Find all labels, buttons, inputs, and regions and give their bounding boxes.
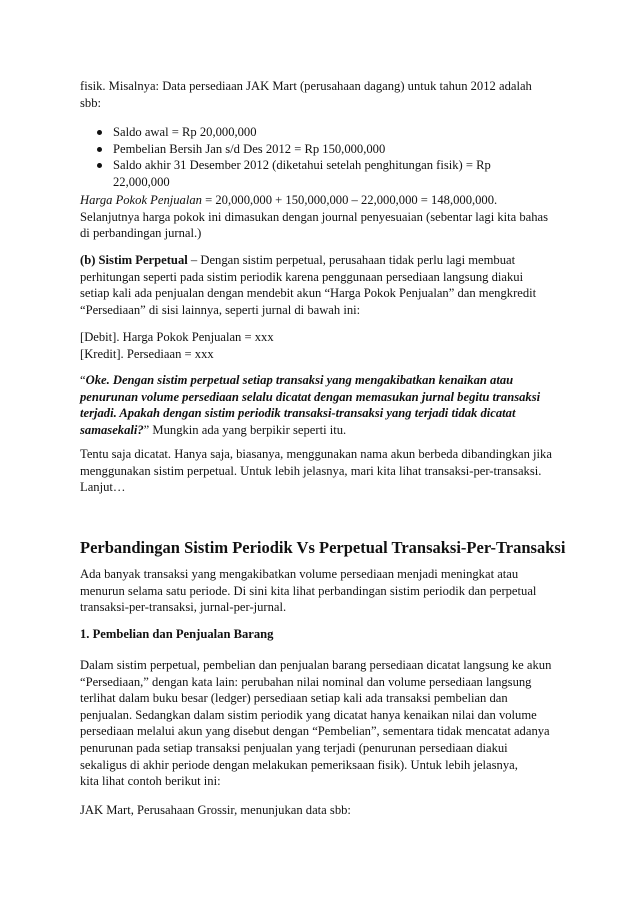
journal-credit: [Kredit]. Persediaan = xxx — [80, 346, 214, 361]
bullet-icon — [97, 147, 102, 152]
list-item: Saldo akhir 31 Desember 2012 (diketahui setelah penghitungan fisik) = Rp 22,000,000 — [80, 157, 560, 190]
perpetual-paragraph: (b) Sistim Perpetual – Dengan sistim perpetual, perusahaan tidak perlu lagi membuat perhitungan seperti pada sistim periodik karena penggunaan persediaan langsung diakui setiap kali ada penjualan dengan mendebit akun “Harga Pokok Penjualan” dan mengkredit “Persediaan” di sisi lainnya, seperti jurnal di bawah ini: — [80, 253, 537, 317]
section-heading: Perbandingan Sistim Periodik Vs Perpetual Transaksi-Per-Transaksi — [80, 538, 566, 557]
list-item: Pembelian Bersih Jan s/d Des 2012 = Rp 150,000,000 — [80, 141, 560, 158]
list-item: Saldo awal = Rp 20,000,000 — [80, 124, 560, 141]
dalam-paragraph: Dalam sistim perpetual, pembelian dan penjualan barang persediaan dicatat langsung ke akun “Persediaan,” dengan kata lain: perubahan nilai nominal dan volume persediaan langsung terlihat dalam buku besar (ledger) persediaan setiap kali ada transaksi pembelian dan penjualan. Sedangkan dalam sistim periodik yang dicatat hanya kenaikan nilai dan volume persediaan melalui akun yang disebut dengan “Pembelian”, sementara tidak mencatat adanya penurunan pada setiap transaksi penjualan yang terjadi (penurunan persediaan diakui sekaligus di akhir periode dengan melakukan pemeriksaan fisik). Untuk lebih jelasnya, kita lihat contoh berikut ini: — [80, 658, 552, 789]
intro-paragraph — [80, 78, 580, 111]
journal-entry — [80, 329, 580, 362]
ada-paragraph: Ada banyak transaksi yang mengakibatkan volume persediaan menjadi meningkat atau menurun selama satu periode. Di sini kita lihat perbandingan sistim periodik dan perpetual transaksi-per-transaksi, jurnal-per-jurnal. — [80, 567, 537, 615]
quote-paragraph: “Oke. Dengan sistim perpetual setiap transaksi yang mengakibatkan kenaikan atau penurunan volume persediaan selalu dicatat dengan memasukan jurnal begitu transaksi terjadi. Apakah dengan sistim periodik transaksi-transaksi yang terjadi tidak dicatat samasekali?” Mungkin ada yang berpikir seperti itu. — [80, 373, 541, 437]
jak-paragraph: JAK Mart, Perusahaan Grossir, menunjukan data sbb: — [80, 803, 351, 817]
intro-line-1: fisik. Misalnya: Data persediaan JAK Mart (perusahaan dagang) untuk tahun 2012 adalah — [80, 79, 532, 93]
perpetual-heading: (b) Sistim Perpetual — [80, 253, 188, 267]
hpp-formula: = 20,000,000 + 150,000,000 – 22,000,000 = 148,000,000. — [201, 193, 498, 207]
hpp-paragraph: Harga Pokok Penjualan = 20,000,000 + 150,000,000 – 22,000,000 = 148,000,000. Selanjutnya harga pokok ini dimasukan dengan journal penyesuaian (sebentar lagi kita bahas di perbandingan jurnal.) — [80, 193, 549, 241]
subheading: 1. Pembelian dan Penjualan Barang — [80, 627, 274, 641]
intro-line-2: sbb: — [80, 95, 101, 110]
tentu-paragraph: Tentu saja dicatat. Hanya saja, biasanya, menggunakan nama akun berbeda dibandingkan jika menggunakan sistim perpetual. Untuk lebih jelasnya, mari kita lihat transaksi-per-transaksi. Lanjut… — [80, 447, 552, 495]
bullet-icon — [97, 130, 102, 135]
hpp-label: Harga Pokok Penjualan — [80, 193, 202, 207]
inventory-bullet-list — [80, 124, 560, 190]
journal-debit: [Debit]. Harga Pokok Penjualan = xxx — [80, 330, 274, 344]
bullet-icon — [97, 163, 102, 168]
